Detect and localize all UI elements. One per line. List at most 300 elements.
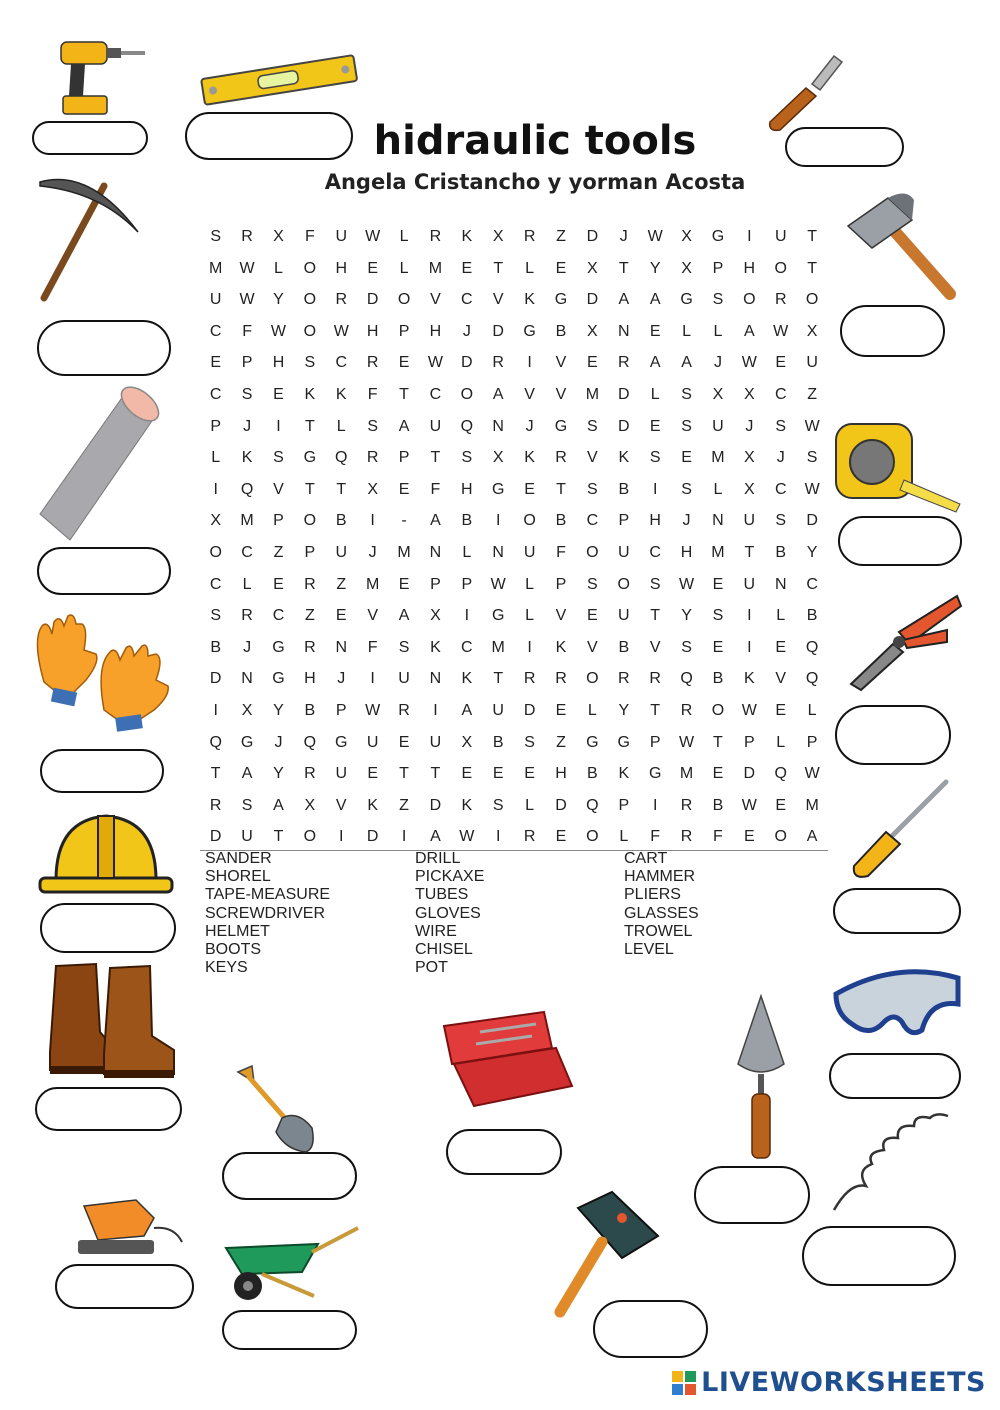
grid-cell[interactable]: L — [525, 259, 535, 277]
grid-cell[interactable]: N — [241, 670, 253, 688]
grid-cell[interactable]: S — [681, 480, 692, 498]
grid-cell[interactable]: B — [304, 701, 316, 719]
grid-cell[interactable]: V — [492, 291, 504, 309]
grid-cell[interactable]: G — [648, 765, 662, 783]
grid-cell[interactable]: O — [523, 512, 536, 530]
grid-cell[interactable]: X — [304, 796, 316, 814]
grid-cell[interactable]: E — [398, 480, 410, 498]
grid-cell[interactable]: E — [712, 765, 724, 783]
grid-cell[interactable]: P — [398, 449, 410, 467]
grid-cell[interactable]: E — [555, 701, 567, 719]
grid-cell[interactable]: S — [210, 607, 222, 625]
grid-cell[interactable]: L — [587, 701, 597, 719]
grid-cell[interactable]: Y — [273, 765, 284, 783]
grid-cell[interactable]: P — [210, 417, 222, 435]
grid-cell[interactable]: P — [430, 575, 441, 593]
grid-cell[interactable]: N — [712, 512, 724, 530]
grid-cell[interactable]: I — [747, 228, 752, 245]
grid-cell[interactable]: E — [775, 701, 787, 719]
grid-cell[interactable]: X — [492, 449, 504, 467]
answer-field-chisel[interactable] — [785, 127, 904, 167]
grid-cell[interactable]: U — [429, 733, 442, 751]
grid-cell[interactable]: R — [617, 354, 630, 372]
answer-field-helmet[interactable] — [40, 903, 176, 953]
grid-cell[interactable]: P — [712, 259, 724, 277]
grid-cell[interactable]: R — [523, 828, 536, 846]
grid-cell[interactable]: D — [209, 828, 222, 846]
grid-cell[interactable]: R — [241, 228, 253, 245]
grid-cell[interactable]: I — [527, 354, 532, 372]
grid-cell[interactable]: E — [367, 765, 378, 783]
grid-cell[interactable]: B — [712, 670, 724, 688]
grid-cell[interactable]: C — [774, 480, 787, 498]
grid-cell[interactable]: K — [618, 449, 630, 467]
grid-cell[interactable]: D — [492, 322, 504, 340]
grid-cell[interactable]: D — [617, 385, 630, 403]
answer-field-screwdriver[interactable] — [833, 888, 961, 934]
grid-cell[interactable]: I — [747, 638, 752, 656]
grid-cell[interactable]: S — [492, 796, 504, 814]
grid-cell[interactable]: O — [397, 291, 411, 309]
grid-cell[interactable]: L — [525, 607, 535, 625]
grid-cell[interactable]: L — [776, 733, 786, 751]
grid-cell[interactable]: U — [241, 828, 253, 846]
grid-cell[interactable]: E — [273, 575, 284, 593]
grid-cell[interactable]: L — [525, 796, 535, 814]
grid-cell[interactable]: X — [367, 480, 378, 498]
grid-cell[interactable]: W — [239, 259, 255, 277]
answer-field-drill[interactable] — [32, 121, 148, 155]
grid-cell[interactable]: H — [429, 322, 442, 340]
grid-cell[interactable]: T — [807, 259, 817, 277]
grid-cell[interactable]: Z — [336, 575, 347, 593]
grid-cell[interactable]: A — [618, 291, 630, 309]
grid-cell[interactable]: O — [774, 259, 787, 277]
grid-cell[interactable]: R — [555, 449, 567, 467]
grid-cell[interactable]: S — [367, 417, 378, 435]
grid-cell[interactable]: U — [335, 765, 348, 783]
grid-cell[interactable]: B — [618, 480, 630, 498]
grid-cell[interactable]: V — [587, 449, 598, 467]
grid-cell[interactable]: E — [492, 765, 504, 783]
grid-cell[interactable]: G — [303, 449, 317, 467]
grid-cell[interactable]: Q — [335, 449, 348, 467]
answer-field-hammer[interactable] — [840, 305, 945, 357]
grid-cell[interactable]: T — [650, 607, 661, 625]
grid-cell[interactable]: L — [682, 322, 691, 340]
grid-cell[interactable]: W — [365, 701, 381, 719]
answer-field-pickaxe[interactable] — [37, 320, 171, 376]
grid-cell[interactable]: M — [679, 765, 694, 783]
grid-cell[interactable]: G — [240, 733, 254, 751]
grid-cell[interactable]: O — [586, 828, 599, 846]
grid-cell[interactable]: V — [649, 638, 661, 656]
grid-cell[interactable]: R — [523, 670, 536, 688]
grid-cell[interactable]: R — [366, 354, 379, 372]
grid-cell[interactable]: Y — [649, 259, 661, 277]
grid-cell[interactable]: Q — [805, 638, 819, 656]
grid-cell[interactable]: J — [682, 512, 691, 530]
grid-cell[interactable]: Y — [806, 543, 818, 561]
answer-field-tape-measure[interactable] — [838, 516, 962, 566]
grid-cell[interactable]: B — [210, 638, 222, 656]
grid-cell[interactable]: C — [209, 575, 222, 593]
grid-cell[interactable]: T — [399, 765, 409, 783]
grid-cell[interactable]: O — [303, 259, 317, 277]
grid-cell[interactable]: G — [272, 638, 285, 656]
grid-cell[interactable]: T — [618, 259, 629, 277]
grid-cell[interactable]: E — [649, 322, 661, 340]
grid-cell[interactable]: E — [555, 828, 567, 846]
grid-cell[interactable]: X — [430, 607, 441, 625]
grid-cell[interactable]: X — [806, 322, 818, 340]
grid-cell[interactable]: D — [586, 228, 599, 245]
grid-cell[interactable]: V — [555, 607, 567, 625]
grid-cell[interactable]: X — [744, 480, 755, 498]
grid-cell[interactable]: G — [586, 733, 599, 751]
grid-cell[interactable]: F — [367, 638, 378, 656]
grid-cell[interactable]: X — [712, 385, 724, 403]
grid-cell[interactable]: R — [492, 354, 504, 372]
grid-cell[interactable]: T — [493, 259, 504, 277]
grid-cell[interactable]: V — [524, 385, 535, 403]
grid-cell[interactable]: Z — [807, 385, 817, 403]
grid-cell[interactable]: A — [273, 796, 284, 814]
grid-cell[interactable]: L — [713, 322, 723, 340]
grid-cell[interactable]: R — [209, 796, 222, 814]
grid-cell[interactable]: J — [462, 322, 471, 340]
grid-cell[interactable]: W — [741, 796, 757, 814]
grid-cell[interactable]: S — [649, 575, 661, 593]
answer-field-trowel[interactable] — [694, 1166, 810, 1224]
grid-cell[interactable]: L — [807, 701, 817, 719]
grid-cell[interactable]: K — [430, 638, 441, 656]
grid-cell[interactable]: O — [303, 828, 317, 846]
grid-cell[interactable]: C — [209, 385, 222, 403]
grid-cell[interactable]: U — [366, 733, 379, 751]
grid-cell[interactable]: V — [273, 480, 284, 498]
grid-cell[interactable]: - — [401, 512, 407, 530]
grid-cell[interactable]: H — [680, 543, 693, 561]
grid-cell[interactable]: C — [774, 385, 787, 403]
grid-cell[interactable]: I — [495, 512, 501, 530]
grid-cell[interactable]: N — [492, 543, 504, 561]
grid-cell[interactable]: C — [272, 607, 285, 625]
grid-cell[interactable]: W — [679, 733, 695, 751]
grid-cell[interactable]: C — [241, 543, 253, 561]
grid-cell[interactable]: R — [335, 291, 348, 309]
grid-cell[interactable]: Q — [774, 765, 787, 783]
grid-cell[interactable]: I — [652, 480, 658, 498]
grid-cell[interactable]: E — [712, 638, 724, 656]
grid-cell[interactable]: E — [367, 259, 378, 277]
grid-cell[interactable]: E — [398, 575, 410, 593]
grid-cell[interactable]: C — [586, 512, 599, 530]
grid-cell[interactable]: K — [335, 385, 347, 403]
grid-cell[interactable]: J — [243, 417, 252, 435]
grid-cell[interactable]: G — [617, 733, 630, 751]
grid-cell[interactable]: J — [525, 417, 534, 435]
grid-cell[interactable]: P — [273, 512, 284, 530]
grid-cell[interactable]: R — [774, 291, 787, 309]
grid-cell[interactable]: P — [649, 733, 661, 751]
grid-cell[interactable]: J — [745, 417, 754, 435]
grid-cell[interactable]: C — [806, 575, 818, 593]
grid-cell[interactable]: T — [493, 670, 504, 688]
grid-cell[interactable]: M — [428, 259, 443, 277]
grid-cell[interactable]: Q — [209, 733, 222, 751]
grid-cell[interactable]: R — [555, 670, 567, 688]
grid-cell[interactable]: W — [804, 417, 820, 435]
grid-cell[interactable]: R — [680, 796, 693, 814]
grid-cell[interactable]: G — [554, 291, 568, 309]
grid-cell[interactable]: X — [461, 733, 473, 751]
grid-cell[interactable]: X — [273, 228, 284, 245]
grid-cell[interactable]: K — [461, 228, 473, 245]
grid-cell[interactable]: Q — [680, 670, 693, 688]
grid-cell[interactable]: W — [679, 575, 695, 593]
grid-cell[interactable]: B — [806, 607, 818, 625]
grid-cell[interactable]: Z — [556, 228, 566, 245]
grid-cell[interactable]: E — [775, 638, 787, 656]
grid-cell[interactable]: Y — [273, 291, 284, 309]
grid-cell[interactable]: B — [492, 733, 504, 751]
grid-cell[interactable]: S — [398, 638, 410, 656]
grid-cell[interactable]: V — [587, 638, 598, 656]
grid-cell[interactable]: R — [366, 449, 379, 467]
grid-cell[interactable]: F — [304, 228, 315, 245]
answer-field-wheelbarrow[interactable] — [222, 1310, 357, 1350]
grid-cell[interactable]: D — [523, 701, 536, 719]
answer-field-boots[interactable] — [35, 1087, 182, 1131]
grid-cell[interactable]: D — [743, 765, 756, 783]
grid-cell[interactable]: A — [649, 291, 661, 309]
answer-field-glasses[interactable] — [829, 1053, 961, 1099]
grid-cell[interactable]: K — [367, 796, 378, 814]
grid-cell[interactable]: S — [524, 733, 535, 751]
grid-cell[interactable]: T — [430, 449, 441, 467]
grid-cell[interactable]: S — [775, 417, 787, 435]
grid-cell[interactable]: C — [429, 385, 442, 403]
grid-cell[interactable]: O — [711, 701, 725, 719]
grid-cell[interactable]: E — [524, 765, 535, 783]
grid-cell[interactable]: I — [370, 670, 375, 688]
grid-cell[interactable]: Z — [273, 543, 284, 561]
grid-cell[interactable]: L — [462, 543, 472, 561]
grid-cell[interactable]: S — [273, 449, 284, 467]
grid-cell[interactable]: T — [273, 828, 284, 846]
grid-cell[interactable]: G — [554, 417, 568, 435]
grid-cell[interactable]: B — [461, 512, 473, 530]
grid-cell[interactable]: A — [492, 385, 504, 403]
grid-cell[interactable]: X — [210, 512, 222, 530]
grid-cell[interactable]: T — [336, 480, 347, 498]
grid-cell[interactable]: G — [272, 670, 285, 688]
grid-cell[interactable]: M — [365, 575, 380, 593]
grid-cell[interactable]: K — [241, 449, 253, 467]
grid-cell[interactable]: Q — [240, 480, 254, 498]
grid-cell[interactable]: F — [556, 543, 566, 561]
grid-cell[interactable]: N — [335, 638, 348, 656]
grid-cell[interactable]: I — [747, 607, 752, 625]
grid-cell[interactable]: D — [806, 512, 818, 530]
grid-cell[interactable]: J — [619, 228, 628, 245]
grid-cell[interactable]: S — [649, 449, 661, 467]
grid-cell[interactable]: D — [617, 417, 630, 435]
grid-cell[interactable]: T — [556, 480, 566, 498]
grid-cell[interactable]: I — [213, 701, 218, 719]
grid-cell[interactable]: P — [806, 733, 818, 751]
grid-cell[interactable]: P — [555, 575, 567, 593]
grid-cell[interactable]: W — [773, 322, 789, 340]
grid-cell[interactable]: M — [240, 512, 254, 530]
grid-cell[interactable]: L — [399, 259, 409, 277]
grid-cell[interactable]: E — [649, 417, 661, 435]
grid-cell[interactable]: S — [712, 291, 724, 309]
grid-cell[interactable]: V — [335, 796, 347, 814]
grid-cell[interactable]: X — [681, 228, 692, 245]
grid-cell[interactable]: M — [491, 638, 505, 656]
grid-cell[interactable]: U — [429, 417, 442, 435]
grid-cell[interactable]: X — [587, 322, 598, 340]
grid-cell[interactable]: K — [461, 796, 473, 814]
grid-cell[interactable]: O — [209, 543, 222, 561]
grid-cell[interactable]: E — [681, 449, 692, 467]
grid-cell[interactable]: C — [335, 354, 348, 372]
grid-cell[interactable]: X — [241, 701, 253, 719]
grid-cell[interactable]: S — [210, 228, 222, 245]
grid-cell[interactable]: D — [461, 354, 473, 372]
grid-cell[interactable]: F — [650, 828, 661, 846]
grid-cell[interactable]: I — [495, 828, 501, 846]
grid-cell[interactable]: S — [681, 417, 692, 435]
grid-cell[interactable]: E — [398, 733, 410, 751]
grid-cell[interactable]: P — [618, 512, 630, 530]
grid-cell[interactable]: L — [274, 259, 283, 277]
grid-cell[interactable]: C — [461, 291, 473, 309]
grid-cell[interactable]: Y — [273, 701, 284, 719]
grid-cell[interactable]: G — [711, 228, 725, 245]
grid-cell[interactable]: U — [774, 228, 787, 245]
grid-cell[interactable]: K — [555, 638, 567, 656]
grid-cell[interactable]: A — [649, 354, 661, 372]
grid-cell[interactable]: S — [712, 607, 724, 625]
grid-cell[interactable]: W — [804, 480, 820, 498]
grid-cell[interactable]: H — [304, 670, 316, 688]
grid-cell[interactable]: A — [681, 354, 692, 372]
grid-cell[interactable]: B — [618, 638, 630, 656]
grid-cell[interactable]: D — [366, 828, 379, 846]
grid-cell[interactable]: W — [427, 354, 443, 372]
grid-cell[interactable]: R — [617, 670, 630, 688]
grid-cell[interactable]: H — [555, 765, 567, 783]
grid-cell[interactable]: I — [464, 607, 470, 625]
grid-cell[interactable]: W — [804, 765, 820, 783]
grid-cell[interactable]: A — [430, 828, 441, 846]
grid-cell[interactable]: K — [461, 670, 473, 688]
grid-cell[interactable]: R — [680, 701, 693, 719]
grid-cell[interactable]: R — [304, 638, 316, 656]
grid-cell[interactable]: O — [586, 543, 599, 561]
grid-cell[interactable]: X — [492, 228, 504, 245]
grid-cell[interactable]: U — [617, 607, 630, 625]
grid-cell[interactable]: E — [461, 259, 473, 277]
grid-cell[interactable]: V — [555, 385, 567, 403]
grid-cell[interactable]: M — [585, 385, 600, 403]
grid-cell[interactable]: B — [712, 796, 724, 814]
answer-field-tube[interactable] — [37, 547, 171, 595]
grid-cell[interactable]: H — [461, 480, 473, 498]
grid-cell[interactable]: D — [209, 670, 222, 688]
grid-cell[interactable]: I — [652, 796, 658, 814]
grid-cell[interactable]: R — [398, 701, 410, 719]
grid-cell[interactable]: J — [776, 449, 785, 467]
grid-cell[interactable]: U — [492, 701, 504, 719]
grid-cell[interactable]: M — [711, 543, 725, 561]
grid-cell[interactable]: K — [618, 765, 630, 783]
grid-cell[interactable]: U — [523, 543, 536, 561]
grid-cell[interactable]: E — [712, 575, 724, 593]
grid-cell[interactable]: L — [713, 480, 723, 498]
grid-cell[interactable]: U — [806, 354, 818, 372]
grid-cell[interactable]: O — [303, 322, 317, 340]
grid-cell[interactable]: R — [304, 575, 316, 593]
grid-cell[interactable]: B — [775, 543, 787, 561]
grid-cell[interactable]: E — [587, 354, 598, 372]
grid-cell[interactable]: N — [617, 322, 630, 340]
grid-cell[interactable]: Q — [303, 733, 317, 751]
grid-cell[interactable]: L — [399, 228, 409, 245]
grid-cell[interactable]: J — [243, 638, 252, 656]
grid-cell[interactable]: Z — [399, 796, 409, 814]
grid-cell[interactable]: C — [209, 322, 222, 340]
grid-cell[interactable]: E — [273, 385, 284, 403]
grid-cell[interactable]: D — [586, 291, 599, 309]
grid-cell[interactable]: L — [211, 449, 221, 467]
grid-cell[interactable]: I — [339, 828, 344, 846]
grid-cell[interactable]: I — [401, 828, 407, 846]
grid-cell[interactable]: A — [398, 607, 410, 625]
grid-cell[interactable]: S — [587, 480, 598, 498]
grid-cell[interactable]: O — [774, 828, 787, 846]
grid-cell[interactable]: T — [807, 228, 817, 245]
grid-cell[interactable]: U — [209, 291, 222, 309]
grid-cell[interactable]: K — [744, 670, 755, 688]
grid-cell[interactable]: W — [239, 291, 255, 309]
grid-cell[interactable]: Z — [556, 733, 566, 751]
grid-cell[interactable]: P — [398, 322, 410, 340]
answer-field-pliers[interactable] — [835, 705, 951, 765]
grid-cell[interactable]: D — [429, 796, 442, 814]
grid-cell[interactable]: G — [491, 607, 505, 625]
grid-cell[interactable]: O — [586, 670, 599, 688]
answer-field-level[interactable] — [185, 112, 353, 160]
answer-field-toolbox[interactable] — [446, 1129, 562, 1175]
grid-cell[interactable]: W — [459, 828, 475, 846]
grid-cell[interactable]: D — [366, 291, 379, 309]
grid-cell[interactable]: V — [775, 670, 787, 688]
grid-cell[interactable]: F — [430, 480, 441, 498]
grid-cell[interactable]: V — [367, 607, 378, 625]
grid-cell[interactable]: I — [433, 701, 438, 719]
grid-cell[interactable]: E — [210, 354, 222, 372]
grid-cell[interactable]: J — [274, 733, 283, 751]
grid-cell[interactable]: S — [806, 449, 818, 467]
grid-cell[interactable]: U — [335, 228, 348, 245]
grid-cell[interactable]: X — [744, 385, 755, 403]
grid-cell[interactable]: T — [744, 543, 755, 561]
grid-cell[interactable]: P — [744, 733, 755, 751]
